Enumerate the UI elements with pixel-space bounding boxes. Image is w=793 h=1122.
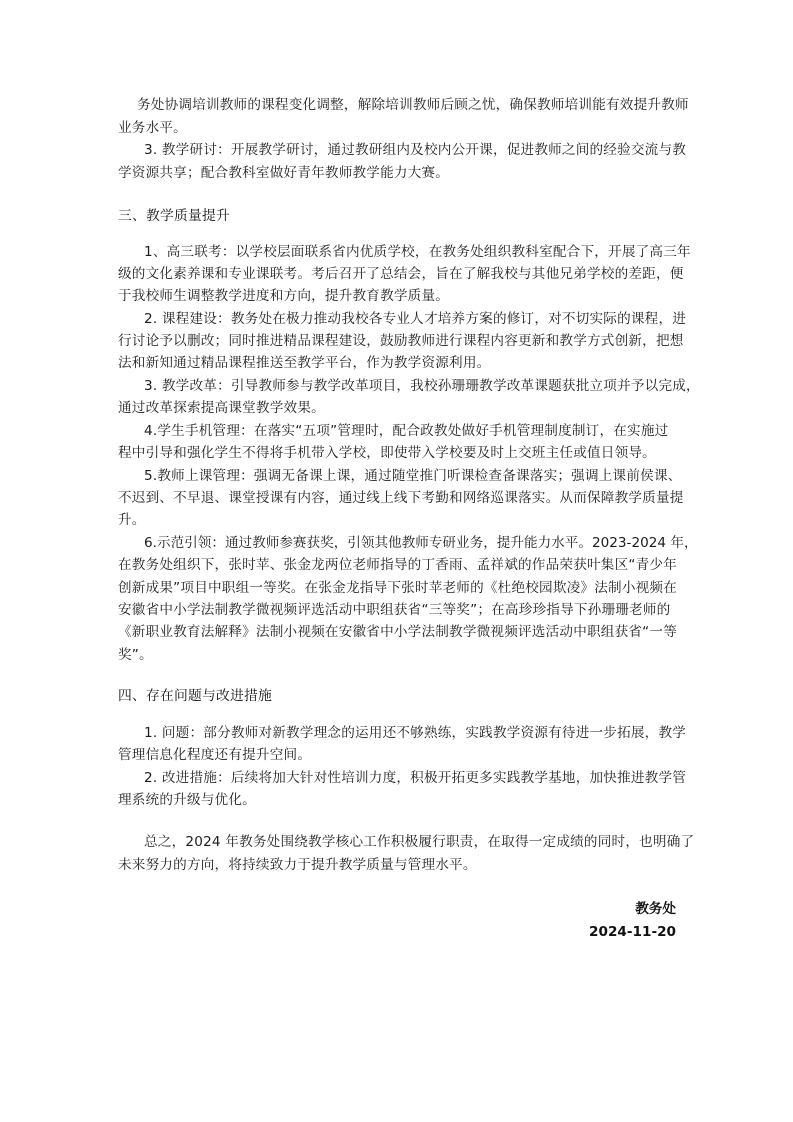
- paragraph-line: 4.学生手机管理：在落实“五项”管理时，配合政教处做好手机管理制度制订，在实施过: [144, 423, 669, 439]
- paragraph-line: 通过改革探索提高课堂教学效果。: [118, 400, 325, 416]
- paragraph-line: 奖”。: [118, 647, 153, 663]
- paragraph-line: 安徽省中小学法制教学微视频评选活动中职组获省“三等奖”；在高珍珍指导下孙珊珊老师的: [118, 602, 671, 618]
- paragraph-line: 未来努力的方向，将持续致力于提升教学质量与管理水平。: [118, 857, 477, 873]
- paragraph-line: 不迟到、不早退、课堂授课有内容，通过线上线下考勤和网络巡课落实。从而保障教学质量提: [118, 490, 684, 506]
- paragraph-line: 理系统的升级与优化。: [118, 792, 256, 808]
- paragraph-line: 于我校师生调整教学进度和方向，提升教育教学质量。: [118, 288, 450, 304]
- paragraph-line: 2. 课程建设：教务处在极力推动我校各专业人才培养方案的修订，对不切实际的课程，进: [144, 311, 687, 327]
- paragraph-line: 法和新知通过精品课程推送至教学平台，作为教学资源利用。: [118, 355, 491, 371]
- paragraph-line: 3. 教学研讨：开展教学研讨，通过教研组内及校内公开课，促进教师之间的经验交流与教: [144, 142, 687, 158]
- section-heading: 四、存在问题与改进措施: [118, 688, 272, 704]
- signature-department: 教务处: [635, 901, 676, 917]
- paragraph-line: 业务水平。: [118, 120, 187, 136]
- paragraph-line: 行讨论予以删改；同时推进精品课程建设，鼓励教师进行课程内容更新和教学方式创新，把想: [118, 333, 684, 349]
- paragraph-line: 3. 教学改革：引导教师参与教学改革项目，我校孙珊珊教学改革课题获批立项并予以完成，: [144, 378, 700, 394]
- paragraph-line: 升。: [118, 512, 146, 528]
- paragraph-line: 管理信息化程度还有提升空间。: [118, 747, 312, 763]
- paragraph-line: 级的文化素养课和专业课联考。考后召开了总结会，旨在了解我校与其他兄弟学校的差距，便: [118, 266, 684, 282]
- paragraph-line: 务处协调培训教师的课程变化调整，解除培训教师后顾之忧，确保教师培训能有效提升教师: [137, 97, 689, 113]
- paragraph-line: 在教务处组织下，张时苹、张金龙两位老师指导的丁香雨、孟祥斌的作品荣获叶集区“青少年: [118, 557, 677, 573]
- section-heading: 三、教学质量提升: [118, 208, 230, 224]
- paragraph-line: 5.教师上课管理：强调无备课上课，通过随堂推门听课检查备课落实；强调上课前侯课、: [144, 468, 682, 484]
- paragraph-line: 程中引导和强化学生不得将手机带入学校，即使带入学校要及时上交班主任或值日领导。: [118, 445, 656, 461]
- paragraph-line: 2. 改进措施：后续将加大针对性培训力度，积极开拓更多实践教学基地，加快推进教学管: [144, 770, 687, 786]
- paragraph-line: 学资源共享；配合教科室做好青年教师教学能力大赛。: [118, 165, 450, 181]
- paragraph-line: 总之，2024 年教务处围绕教学核心工作积极履行职责，在取得一定成绩的同时，也明确了: [144, 834, 695, 850]
- paragraph-line: 6.示范引领：通过教师参赛获奖，引领其他教师专研业务，提升能力水平。2023-2024 年，: [144, 535, 698, 551]
- paragraph-line: 1. 问题：部分教师对新教学理念的运用还不够熟练，实践教学资源有待进一步拓展，教学: [144, 725, 687, 741]
- paragraph-line: 《新职业教育法解释》法制小视频在安徽省中小学法制教学微视频评选活动中职组获省“一等: [118, 624, 677, 640]
- signature-date: 2024-11-20: [589, 924, 676, 940]
- paragraph-line: 创新成果”项目中职组一等奖。在张金龙指导下张时苹老师的《杜绝校园欺凌》法制小视频在: [118, 580, 677, 596]
- paragraph-line: 1、高三联考：以学校层面联系省内优质学校，在教务处组织教科室配合下，开展了高三年: [144, 244, 691, 260]
